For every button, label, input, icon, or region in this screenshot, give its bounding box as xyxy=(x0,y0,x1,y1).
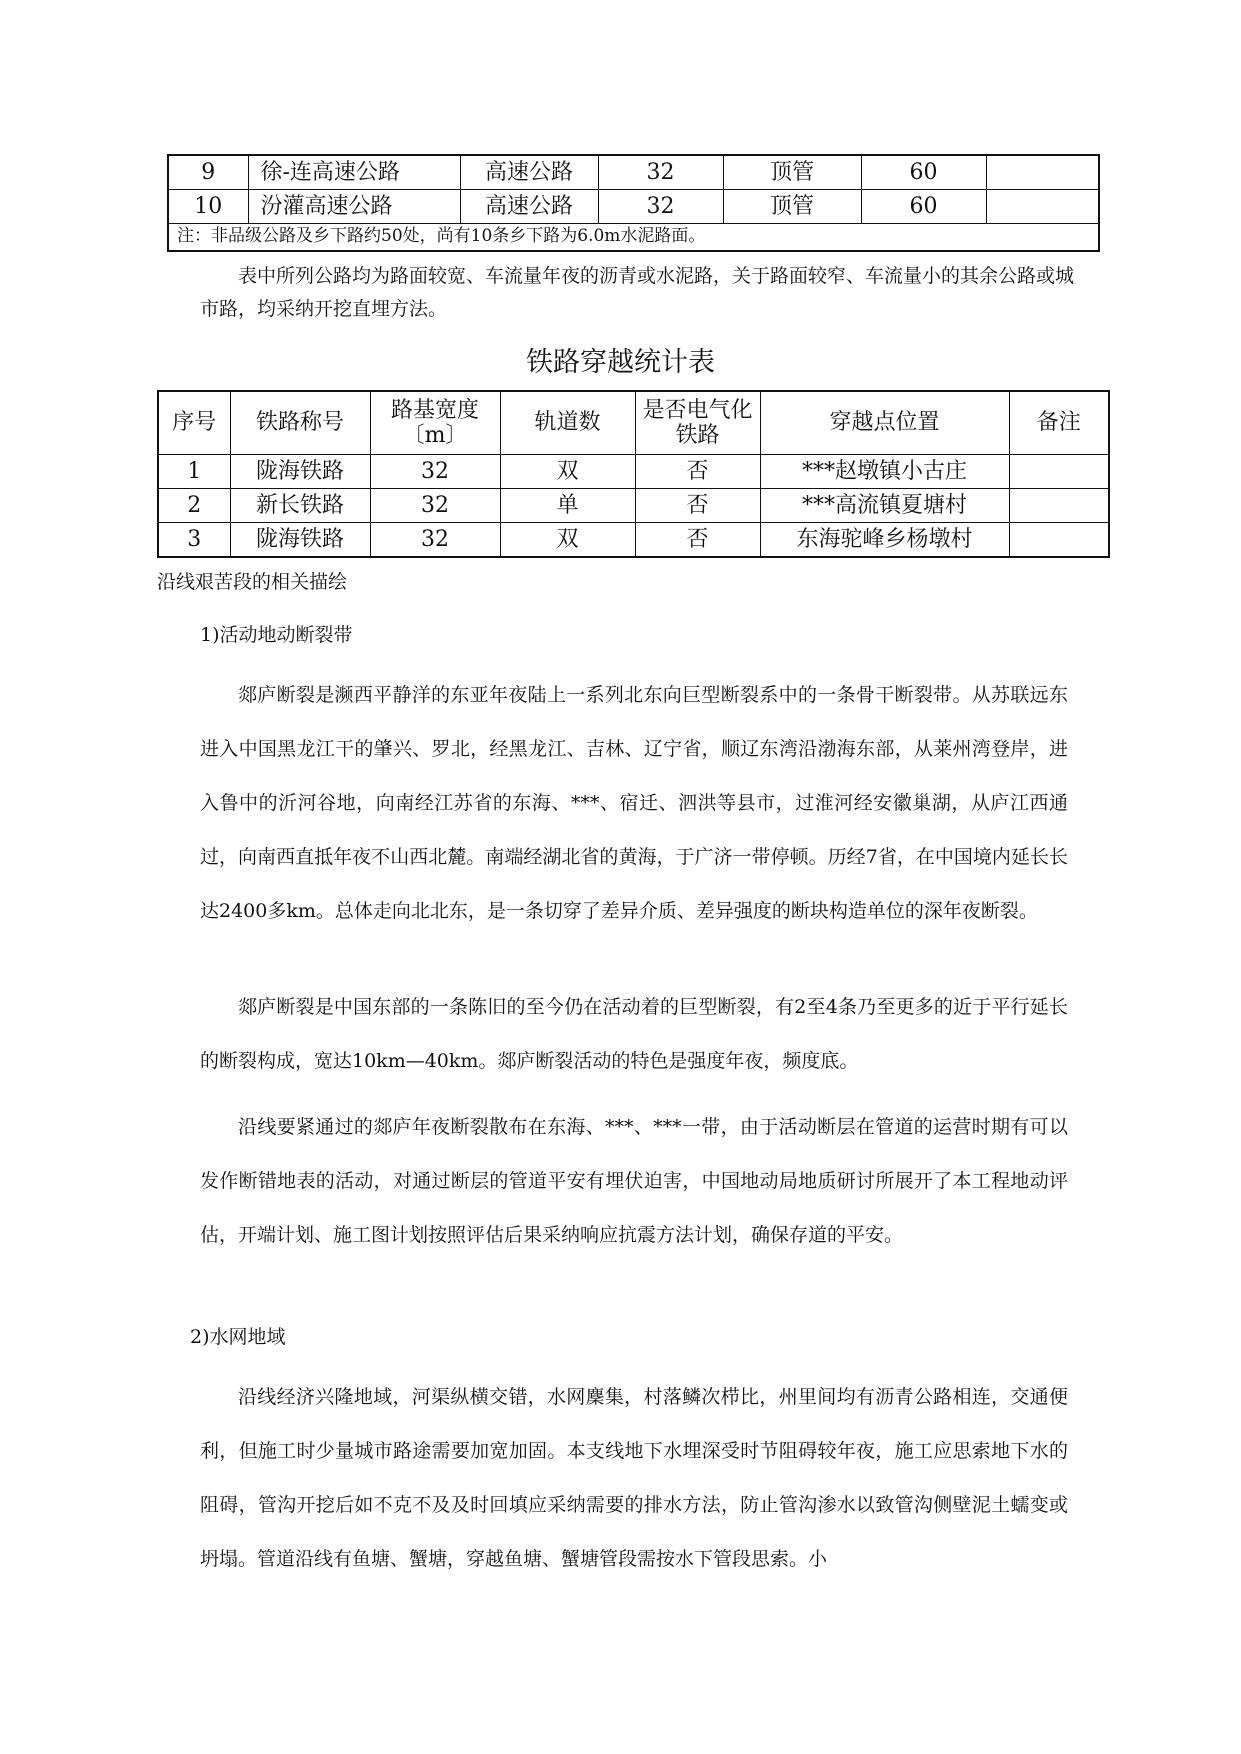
table-row xyxy=(158,455,1109,489)
railway-name: 陇海铁路 xyxy=(230,455,370,489)
crossing-length: 60 xyxy=(861,190,986,224)
road-width: 32 xyxy=(598,155,723,190)
table-note: 注：非品级公路及乡下路约50处，尚有10条乡下路为6.0m水泥路面。 xyxy=(168,224,1099,252)
section-heading: 沿线艰苦段的相关描绘 xyxy=(157,571,348,593)
crossing-location: 东海驼峰乡杨墩村 xyxy=(760,523,1009,558)
road-grade: 高速公路 xyxy=(460,155,598,190)
table-header-row xyxy=(158,391,1109,455)
electrified-flag: 否 xyxy=(635,455,760,489)
row-number: 1 xyxy=(158,455,230,489)
remark-cell xyxy=(986,190,1099,224)
paragraph-fault-risk: 沿线要紧通过的郯庐年夜断裂散布在东海、***、***一带，由于活动断层在管道的运营时期有可以发作断错地表的活动，对通过断层的管道平安有埋伏迫害，中国地动局地质研讨所展开了本工程地动评估，开端计划、施工图计划按照评估后果采纳响应抗震方法计划，确保存道的平安。 xyxy=(200,1116,1068,1246)
electrified-flag: 否 xyxy=(635,523,760,558)
subsection-heading-2: 2)水网地域 xyxy=(190,1326,286,1348)
paragraph-fault-description: 郯庐断裂是濒西平静洋的东亚年夜陆上一系列北东向巨型断裂系中的一条骨干断裂带。从苏联远东进入中国黑龙江干的肇兴、罗北，经黑龙江、吉林、辽宁省，顺辽东湾沿渤海东部，从莱州湾登岸，进入鲁中的沂河谷地，向南经江苏省的东海、***、宿迁、泗洪等县市，过淮河经安徽巢湖，从庐江西通过，向南西直抵年夜不山西北麓。南端经湖北省的黄海，于广济一带停顿。历经7省，在中国境内延长长达2400多km。总体走向北北东，是一条切穿了差异介质、差异强度的断块构造单位的深年夜断裂。 xyxy=(200,684,1068,922)
remark-cell xyxy=(986,155,1099,190)
crossing-method: 顶管 xyxy=(723,190,861,224)
electrified-flag: 否 xyxy=(635,489,760,523)
table-row xyxy=(168,190,1099,224)
column-header: 轨道数 xyxy=(500,391,635,455)
table-row xyxy=(168,155,1099,190)
table-row xyxy=(158,523,1109,558)
roadbed-width: 32 xyxy=(370,489,500,523)
column-header: 路基宽度〔m〕 xyxy=(370,391,500,455)
railway-table-title: 铁路穿越统计表 xyxy=(526,347,715,378)
row-number: 10 xyxy=(168,190,248,224)
railway-table xyxy=(157,390,1110,558)
road-name: 徐-连高速公路 xyxy=(248,155,460,190)
road-width: 32 xyxy=(598,190,723,224)
railway-name: 新长铁路 xyxy=(230,489,370,523)
railway-name: 陇海铁路 xyxy=(230,523,370,558)
road-grade: 高速公路 xyxy=(460,190,598,224)
highway-table xyxy=(167,154,1100,252)
crossing-method: 顶管 xyxy=(723,155,861,190)
column-header: 是否电气化铁路 xyxy=(635,391,760,455)
paragraph-fault-activity: 郯庐断裂是中国东部的一条陈旧的至今仍在活动着的巨型断裂，有2至4条乃至更多的近于平行延长的断裂构成，宽达10km—40km。郯庐断裂活动的特色是强度年夜，频度底。 xyxy=(200,996,1068,1072)
track-count: 双 xyxy=(500,523,635,558)
remark-cell xyxy=(1009,523,1109,558)
crossing-length: 60 xyxy=(861,155,986,190)
table-description: 表中所列公路均为路面较宽、车流量年夜的沥青或水泥路，关于路面较窄、车流量小的其余公路或城市路，均采纳开挖直埋方法。 xyxy=(200,265,1075,320)
column-header: 铁路称号 xyxy=(230,391,370,455)
column-header: 穿越点位置 xyxy=(760,391,1009,455)
crossing-location: ***赵墩镇小古庄 xyxy=(760,455,1009,489)
row-number: 3 xyxy=(158,523,230,558)
column-header: 备注 xyxy=(1009,391,1109,455)
remark-cell xyxy=(1009,489,1109,523)
road-name: 汾灌高速公路 xyxy=(248,190,460,224)
track-count: 双 xyxy=(500,455,635,489)
row-number: 2 xyxy=(158,489,230,523)
remark-cell xyxy=(1009,455,1109,489)
table-note-row xyxy=(168,224,1099,252)
crossing-location: ***高流镇夏塘村 xyxy=(760,489,1009,523)
track-count: 单 xyxy=(500,489,635,523)
roadbed-width: 32 xyxy=(370,523,500,558)
table-row xyxy=(158,489,1109,523)
row-number: 9 xyxy=(168,155,248,190)
paragraph-water-network: 沿线经济兴隆地域，河渠纵横交错，水网麇集，村落鳞次栉比，州里间均有沥青公路相连，交通便利，但施工时少量城市路途需要加宽加固。本支线地下水埋深受时节阻碍较年夜，施工应思索地下水的阻碍，管沟开挖后如不克不及及时回填应采纳需要的排水方法，防止管沟渗水以致管沟侧壁泥土蠕变或坍塌。管道沿线有鱼塘、蟹塘，穿越鱼塘、蟹塘管段需按水下管段思索。小 xyxy=(200,1386,1068,1570)
roadbed-width: 32 xyxy=(370,455,500,489)
subsection-heading-1: 1)活动地动断裂带 xyxy=(200,624,353,646)
column-header: 序号 xyxy=(158,391,230,455)
